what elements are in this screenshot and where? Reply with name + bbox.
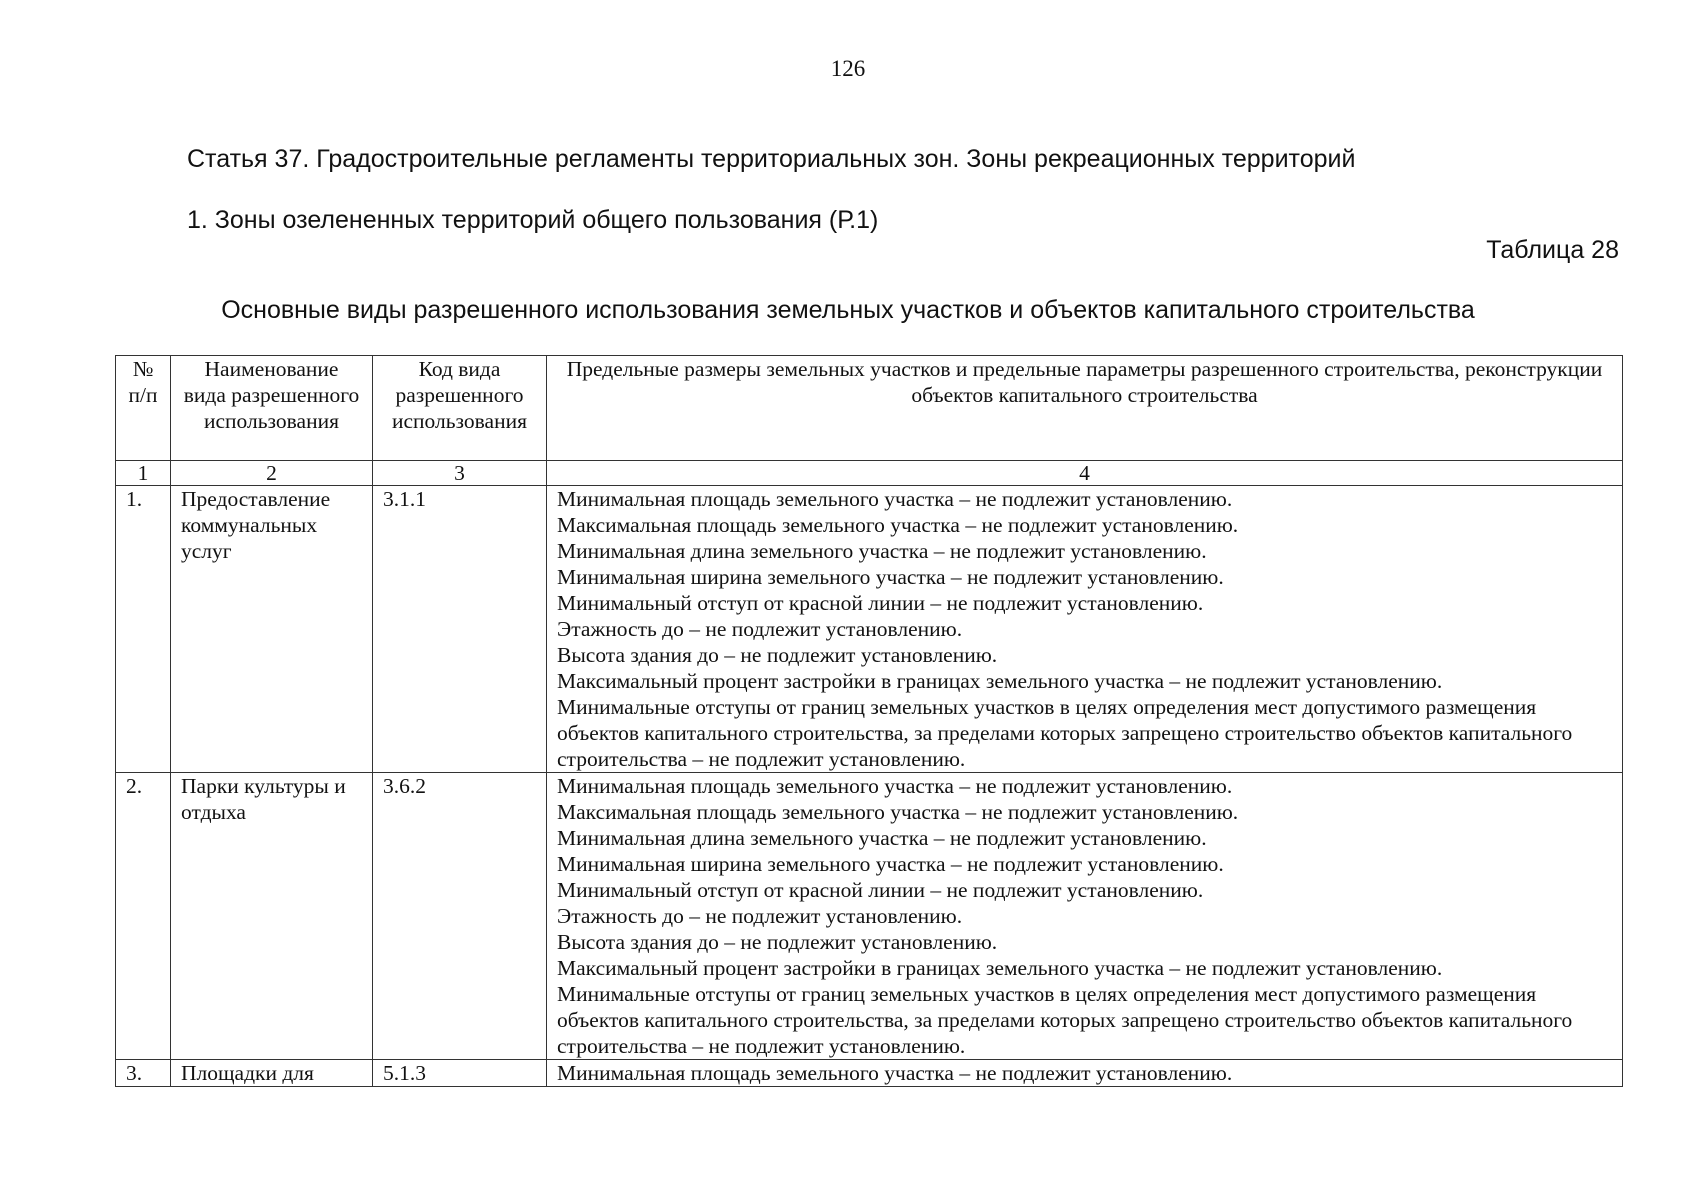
article-title: Статья 37. Градостроительные регламенты территориальных зон. Зоны рекреационных территорий [187,145,1356,173]
row-number: 2. [116,773,171,1060]
parameter-line: Минимальная ширина земельного участка – не подлежит установлению. [557,565,1224,589]
subsection-title: 1. Зоны озелененных территорий общего пользования (Р.1) [187,206,879,234]
parameter-line: Максимальная площадь земельного участка – не подлежит установлению. [557,800,1239,824]
row-number: 1. [116,486,171,773]
parameter-line: Минимальная площадь земельного участка – не подлежит установлению. [557,774,1233,798]
table-caption: Основные виды разрешенного использования земельных участков и объектов капитального строительства [221,296,1475,324]
parameter-line: Минимальная площадь земельного участка – не подлежит установлению. [557,1061,1233,1085]
parameter-line: Минимальный отступ от красной линии – не подлежит установлению. [557,591,1204,615]
header-parameters: Предельные размеры земельных участков и предельные параметры разрешенного строительства, реконструкции объектов капитального строительства [547,356,1623,461]
parameter-line: Минимальная длина земельного участка – не подлежит установлению. [557,539,1207,563]
parameters-cell [547,773,1623,1060]
table-row [116,1060,1623,1087]
column-number: 2 [171,461,373,486]
regulations-table [115,355,1623,1087]
use-code: 3.1.1 [373,486,547,773]
parameter-line: Максимальный процент застройки в границах земельного участка – не подлежит установлению. [557,669,1443,693]
parameters-cell [547,486,1623,773]
header-use-name: Наименование вида разрешенного использования [171,356,373,461]
header-use-code: Код вида разрешенного использования [373,356,547,461]
parameter-line: Минимальные отступы от границ земельных участков в целях определения мест допустимого размещения объектов капитального строительства, за пределами которых запрещено строительство объектов капитального строительства – не подлежит установлению. [557,695,1573,771]
use-code: 3.6.2 [373,773,547,1060]
column-number: 4 [547,461,1623,486]
parameter-line: Минимальная ширина земельного участка – не подлежит установлению. [557,852,1224,876]
parameter-line: Минимальные отступы от границ земельных участков в целях определения мест допустимого размещения объектов капитального строительства, за пределами которых запрещено строительство объектов капитального строительства – не подлежит установлению. [557,982,1573,1058]
parameter-line: Максимальная площадь земельного участка – не подлежит установлению. [557,513,1239,537]
column-number-row [116,461,1623,486]
parameter-line: Минимальный отступ от красной линии – не подлежит установлению. [557,878,1204,902]
parameters-cell [547,1060,1623,1087]
parameter-line: Максимальный процент застройки в границах земельного участка – не подлежит установлению. [557,956,1443,980]
page-number: 126 [830,56,866,81]
table-row [116,773,1623,1060]
column-number: 1 [116,461,171,486]
parameter-line: Этажность до – не подлежит установлению. [557,617,963,641]
parameter-line: Минимальная площадь земельного участка – не подлежит установлению. [557,487,1233,511]
parameter-line: Высота здания до – не подлежит установлению. [557,643,998,667]
parameter-line: Высота здания до – не подлежит установлению. [557,930,998,954]
table-header-row [116,356,1623,461]
parameter-line: Этажность до – не подлежит установлению. [557,904,963,928]
parameter-line: Минимальная длина земельного участка – не подлежит установлению. [557,826,1207,850]
table-row [116,486,1623,773]
use-name: Парки культуры и отдыха [171,773,373,1060]
table-label: Таблица 28 [1486,236,1619,264]
column-number: 3 [373,461,547,486]
header-number: № п/п [116,356,171,461]
row-number: 3. [116,1060,171,1087]
use-code: 5.1.3 [373,1060,547,1087]
use-name: Площадки для [171,1060,373,1087]
use-name: Предоставление коммунальных услуг [171,486,373,773]
